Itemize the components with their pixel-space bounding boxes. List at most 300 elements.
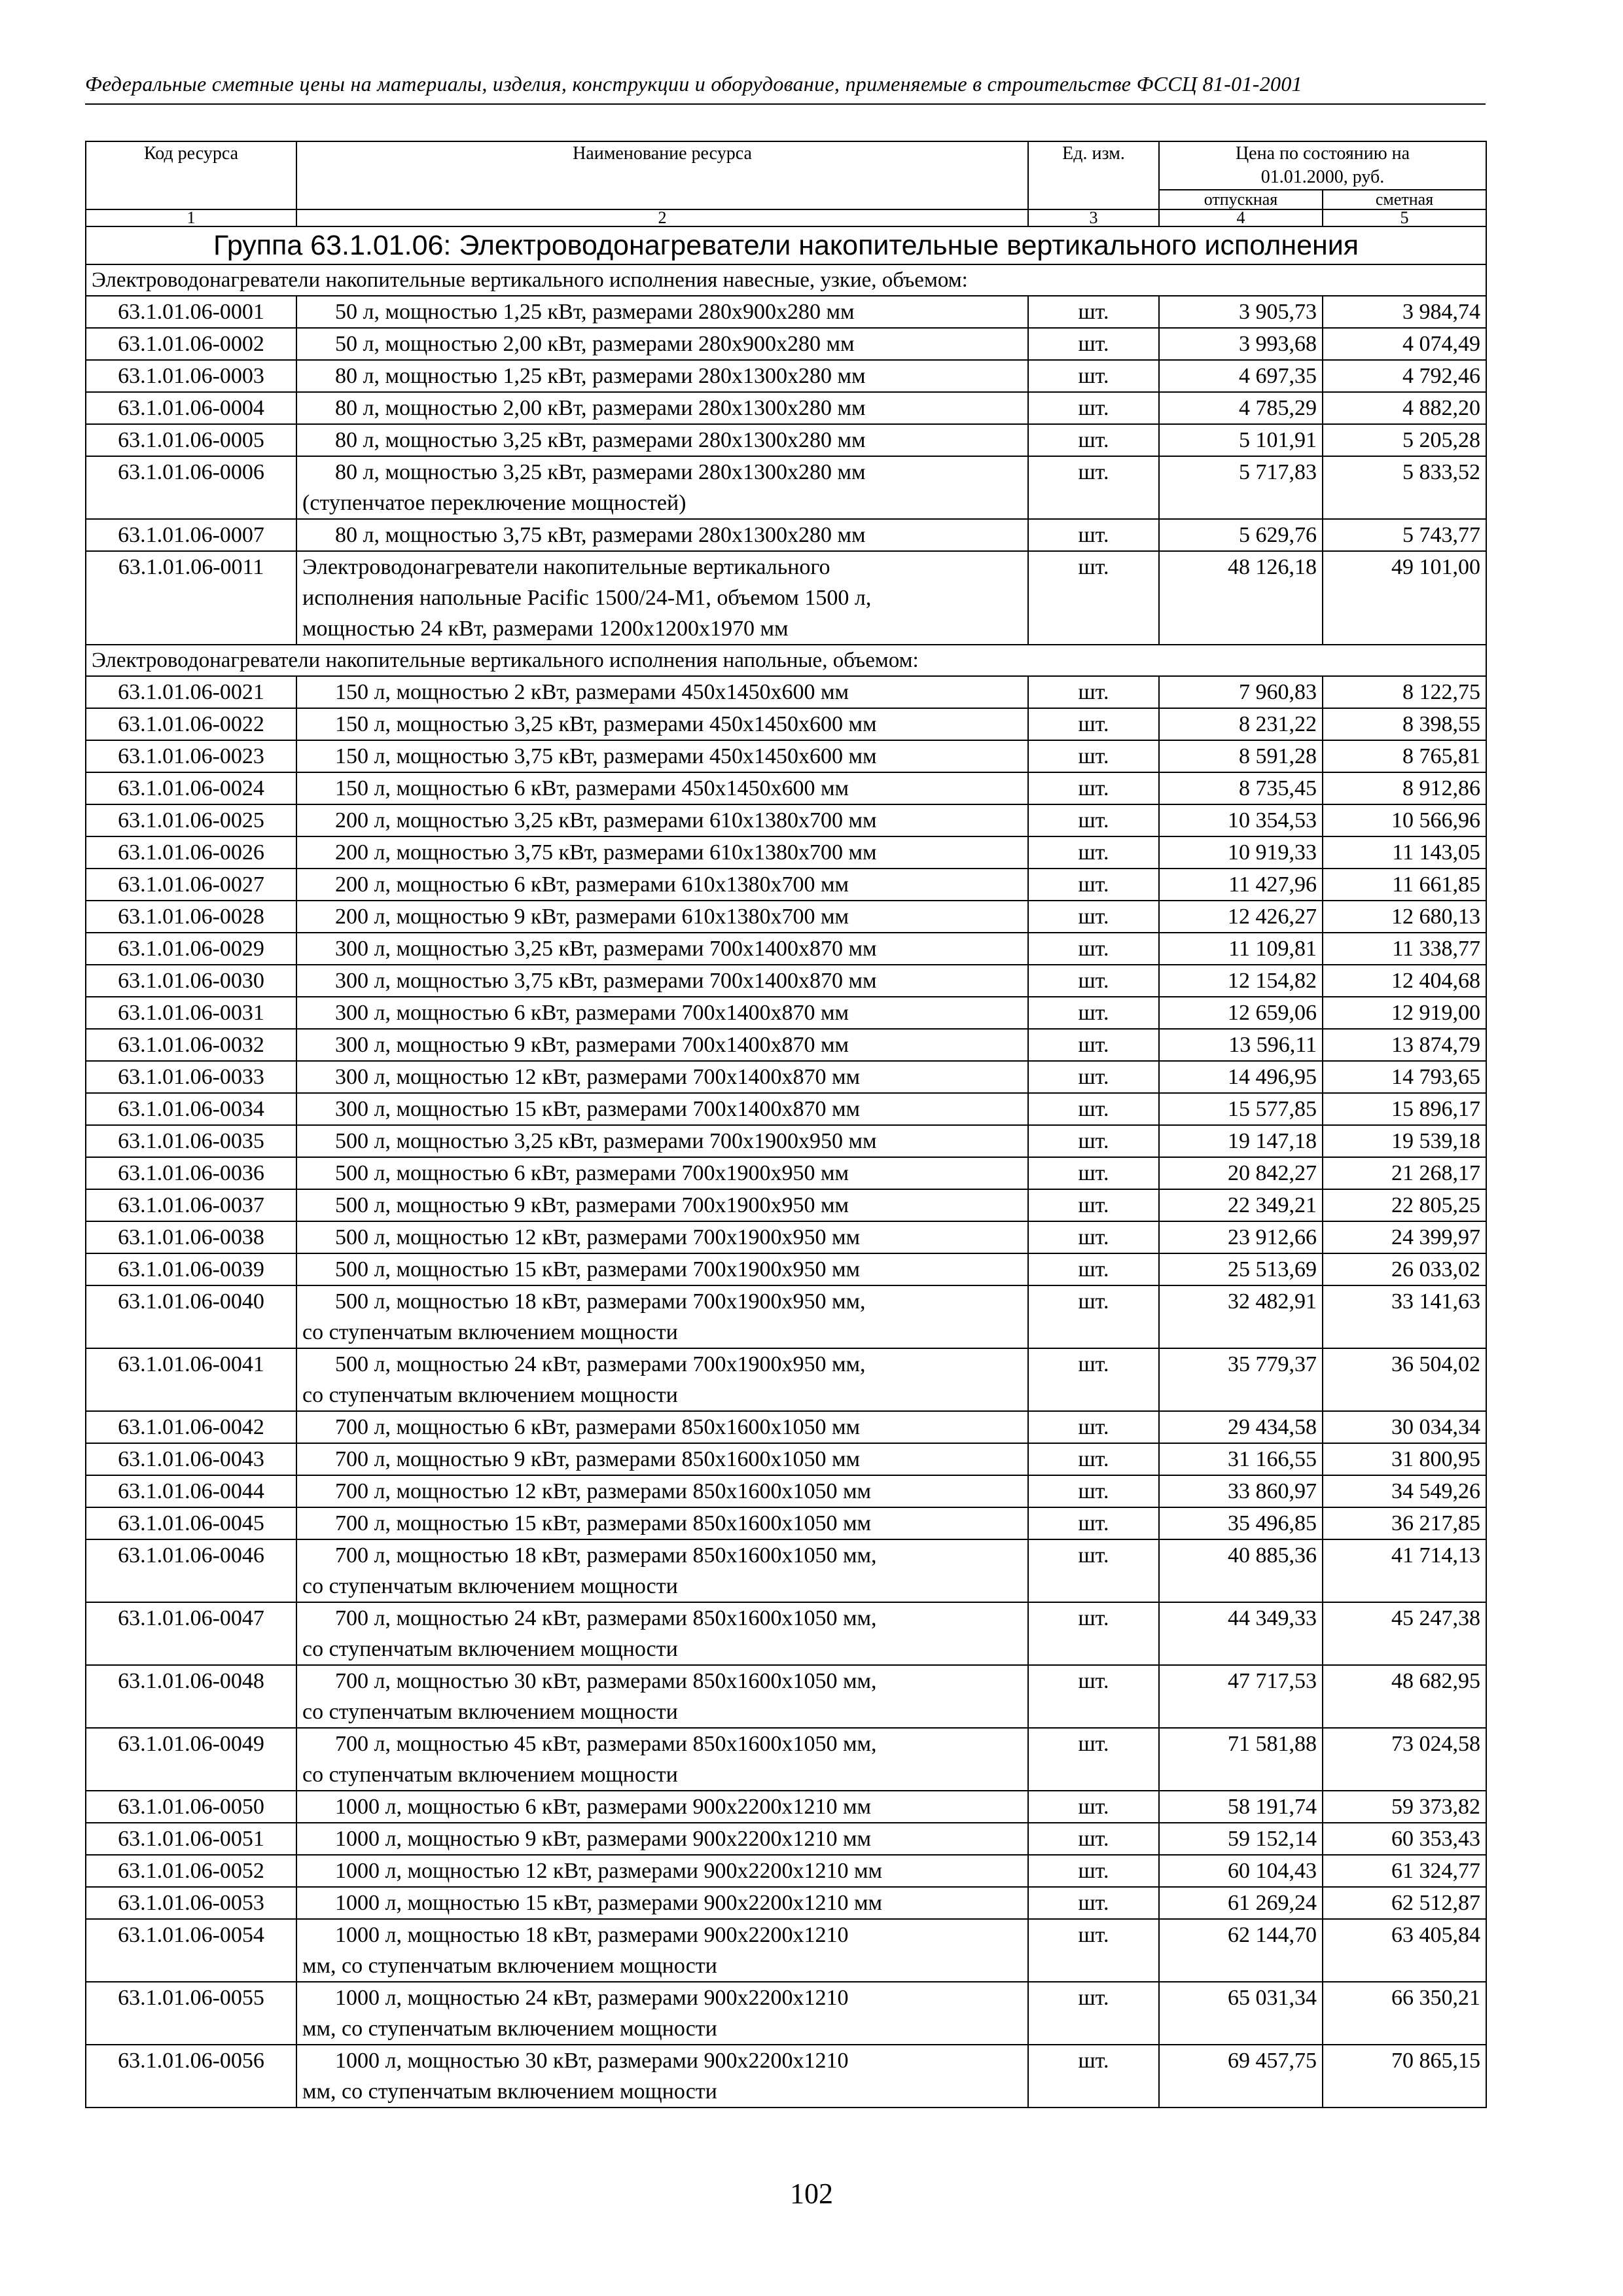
resource-name-line: мм, со ступенчатым включением мощности (302, 1954, 717, 1978)
section-title: Электроводонагреватели накопительные вертикального исполнения навесные, узкие, объемом: (86, 264, 1486, 296)
resource-code: 63.1.01.06-0053 (86, 1887, 296, 1919)
resource-name (296, 1539, 1028, 1602)
estimate-price: 33 141,63 (1323, 1285, 1486, 1348)
estimate-price: 8 398,55 (1323, 708, 1486, 740)
unit: шт. (1028, 1189, 1159, 1221)
column-number-3: 3 (1028, 209, 1159, 226)
estimate-price: 5 833,52 (1323, 456, 1486, 519)
unit: шт. (1028, 901, 1159, 933)
resource-code: 63.1.01.06-0022 (86, 708, 296, 740)
release-price: 20 842,27 (1159, 1157, 1323, 1189)
resource-name-line: 500 л, мощностью 6 кВт, размерами 700х1900х950 мм (335, 1161, 849, 1185)
unit: шт. (1028, 1539, 1159, 1602)
resource-code: 63.1.01.06-0034 (86, 1093, 296, 1125)
table-row (86, 676, 1486, 708)
unit: шт. (1028, 1443, 1159, 1475)
release-price: 10 354,53 (1159, 804, 1323, 836)
column-header-price (1159, 141, 1486, 190)
resource-name-line: 1000 л, мощностью 30 кВт, размерами 900х2200х1210 (335, 2049, 849, 2073)
release-price: 60 104,43 (1159, 1855, 1323, 1887)
resource-name-line: мм, со ступенчатым включением мощности (302, 2017, 717, 2041)
unit: шт. (1028, 1887, 1159, 1919)
resource-name-line: 1000 л, мощностью 9 кВт, размерами 900х2200х1210 мм (335, 1827, 872, 1851)
resource-name (296, 708, 1028, 740)
estimate-price: 22 805,25 (1323, 1189, 1486, 1221)
resource-name-line: 150 л, мощностью 3,75 кВт, размерами 450х1450х600 мм (335, 744, 877, 768)
unit: шт. (1028, 1791, 1159, 1823)
estimate-price: 12 919,00 (1323, 997, 1486, 1029)
estimate-price: 36 217,85 (1323, 1507, 1486, 1539)
unit: шт. (1028, 1157, 1159, 1189)
column-number-1: 1 (86, 209, 296, 226)
resource-name (296, 1443, 1028, 1475)
unit: шт. (1028, 1982, 1159, 2045)
table-row (86, 901, 1486, 933)
estimate-price: 10 566,96 (1323, 804, 1486, 836)
resource-name-line: 150 л, мощностью 3,25 кВт, размерами 450х1450х600 мм (335, 712, 877, 736)
release-price: 25 513,69 (1159, 1253, 1323, 1285)
column-number-4: 4 (1159, 209, 1323, 226)
resource-name (296, 772, 1028, 804)
estimate-price: 11 143,05 (1323, 836, 1486, 869)
unit: шт. (1028, 1728, 1159, 1791)
estimate-price: 12 404,68 (1323, 965, 1486, 997)
resource-name-line: 80 л, мощностью 3,75 кВт, размерами 280х1300х280 мм (335, 523, 866, 547)
resource-code: 63.1.01.06-0023 (86, 740, 296, 772)
column-header-unit: Ед. изм. (1028, 141, 1159, 209)
resource-name (296, 1285, 1028, 1348)
release-price: 11 109,81 (1159, 933, 1323, 965)
resource-name-line: 300 л, мощностью 6 кВт, размерами 700х1400х870 мм (335, 1001, 849, 1025)
resource-name-line: 200 л, мощностью 6 кВт, размерами 610х1380х700 мм (335, 872, 849, 897)
table-row (86, 1982, 1486, 2045)
resource-code: 63.1.01.06-0037 (86, 1189, 296, 1221)
estimate-price: 60 353,43 (1323, 1823, 1486, 1855)
table-row (86, 1443, 1486, 1475)
page-number: 102 (790, 2178, 833, 2210)
resource-code: 63.1.01.06-0054 (86, 1919, 296, 1982)
unit: шт. (1028, 1507, 1159, 1539)
table-row (86, 296, 1486, 328)
resource-name (296, 901, 1028, 933)
table-row (86, 456, 1486, 519)
resource-code: 63.1.01.06-0044 (86, 1475, 296, 1507)
resource-code: 63.1.01.06-0046 (86, 1539, 296, 1602)
resource-name-line: 700 л, мощностью 9 кВт, размерами 850х1600х1050 мм (335, 1447, 861, 1471)
resource-name-line: со ступенчатым включением мощности (302, 1574, 678, 1598)
table-row (86, 1029, 1486, 1061)
table-row (86, 1507, 1486, 1539)
column-header-name: Наименование ресурса (296, 141, 1028, 209)
table-row (86, 1411, 1486, 1443)
resource-code: 63.1.01.06-0041 (86, 1348, 296, 1411)
estimate-price: 49 101,00 (1323, 551, 1486, 645)
estimate-price: 24 399,97 (1323, 1221, 1486, 1253)
resource-code: 63.1.01.06-0024 (86, 772, 296, 804)
table-row (86, 1221, 1486, 1253)
price-header-line1: Цена по состоянию на (1235, 143, 1410, 164)
resource-name-line: 700 л, мощностью 15 кВт, размерами 850х1600х1050 мм (335, 1511, 872, 1535)
resource-name (296, 997, 1028, 1029)
resource-name (296, 392, 1028, 424)
table-row (86, 1125, 1486, 1157)
release-price: 4 697,35 (1159, 360, 1323, 392)
resource-name-line: 500 л, мощностью 18 кВт, размерами 700х1900х950 мм, (335, 1289, 866, 1314)
resource-code: 63.1.01.06-0033 (86, 1061, 296, 1093)
estimate-price: 30 034,34 (1323, 1411, 1486, 1443)
resource-code: 63.1.01.06-0035 (86, 1125, 296, 1157)
resource-name-line: 1000 л, мощностью 24 кВт, размерами 900х2200х1210 (335, 1986, 849, 2010)
estimate-price: 48 682,95 (1323, 1665, 1486, 1728)
release-price: 13 596,11 (1159, 1029, 1323, 1061)
group-row (86, 226, 1486, 264)
resource-name (296, 676, 1028, 708)
table-row (86, 869, 1486, 901)
resource-name-line: 150 л, мощностью 6 кВт, размерами 450х1450х600 мм (335, 776, 849, 800)
release-price: 3 993,68 (1159, 328, 1323, 360)
table-row (86, 392, 1486, 424)
resource-name (296, 1189, 1028, 1221)
header-rule (85, 103, 1486, 105)
unit: шт. (1028, 1411, 1159, 1443)
resource-name-line: 300 л, мощностью 12 кВт, размерами 700х1400х870 мм (335, 1065, 861, 1089)
unit: шт. (1028, 836, 1159, 869)
resource-name (296, 1253, 1028, 1285)
table-row (86, 772, 1486, 804)
resource-name (296, 804, 1028, 836)
resource-name (296, 933, 1028, 965)
unit: шт. (1028, 997, 1159, 1029)
estimate-price: 73 024,58 (1323, 1728, 1486, 1791)
unit: шт. (1028, 933, 1159, 965)
table-row (86, 1823, 1486, 1855)
resource-name (296, 836, 1028, 869)
resource-code: 63.1.01.06-0028 (86, 901, 296, 933)
unit: шт. (1028, 2045, 1159, 2108)
resource-code: 63.1.01.06-0045 (86, 1507, 296, 1539)
resource-name-line: 150 л, мощностью 2 кВт, размерами 450х1450х600 мм (335, 680, 849, 704)
resource-code: 63.1.01.06-0050 (86, 1791, 296, 1823)
release-price: 22 349,21 (1159, 1189, 1323, 1221)
resource-name-line: со ступенчатым включением мощности (302, 1320, 678, 1344)
resource-name-line: 80 л, мощностью 1,25 кВт, размерами 280х1300х280 мм (335, 364, 866, 388)
resource-code: 63.1.01.06-0052 (86, 1855, 296, 1887)
resource-name-line: 1000 л, мощностью 15 кВт, размерами 900х2200х1210 мм (335, 1891, 883, 1915)
unit: шт. (1028, 740, 1159, 772)
table-row (86, 1061, 1486, 1093)
unit: шт. (1028, 1602, 1159, 1665)
resource-name-line: 200 л, мощностью 3,75 кВт, размерами 610х1380х700 мм (335, 840, 877, 865)
estimate-price: 5 743,77 (1323, 519, 1486, 551)
resource-name (296, 1855, 1028, 1887)
resource-code: 63.1.01.06-0030 (86, 965, 296, 997)
resource-name-line: 700 л, мощностью 45 кВт, размерами 850х1600х1050 мм, (335, 1732, 877, 1756)
estimate-price: 3 984,74 (1323, 296, 1486, 328)
estimate-price: 26 033,02 (1323, 1253, 1486, 1285)
resource-name (296, 1157, 1028, 1189)
release-price: 71 581,88 (1159, 1728, 1323, 1791)
table-row (86, 1602, 1486, 1665)
unit: шт. (1028, 1855, 1159, 1887)
resource-code: 63.1.01.06-0042 (86, 1411, 296, 1443)
table-row (86, 360, 1486, 392)
resource-name-line: со ступенчатым включением мощности (302, 1637, 678, 1661)
section-row (86, 645, 1486, 676)
table-row (86, 2045, 1486, 2108)
resource-name (296, 551, 1028, 645)
resource-name (296, 1221, 1028, 1253)
release-price: 15 577,85 (1159, 1093, 1323, 1125)
release-price: 14 496,95 (1159, 1061, 1323, 1093)
release-price: 4 785,29 (1159, 392, 1323, 424)
unit: шт. (1028, 869, 1159, 901)
resource-code: 63.1.01.06-0001 (86, 296, 296, 328)
resource-name (296, 519, 1028, 551)
resource-name (296, 740, 1028, 772)
estimate-price: 19 539,18 (1323, 1125, 1486, 1157)
estimate-price: 59 373,82 (1323, 1791, 1486, 1823)
unit: шт. (1028, 1093, 1159, 1125)
resource-name (296, 965, 1028, 997)
release-price: 10 919,33 (1159, 836, 1323, 869)
unit: шт. (1028, 1061, 1159, 1093)
column-number-5: 5 (1323, 209, 1486, 226)
estimate-price: 14 793,65 (1323, 1061, 1486, 1093)
resource-code: 63.1.01.06-0005 (86, 424, 296, 456)
resource-name (296, 424, 1028, 456)
release-price: 19 147,18 (1159, 1125, 1323, 1157)
resource-name (296, 1475, 1028, 1507)
estimate-price: 13 874,79 (1323, 1029, 1486, 1061)
release-price: 35 496,85 (1159, 1507, 1323, 1539)
release-price: 32 482,91 (1159, 1285, 1323, 1348)
column-header-release: отпускная (1159, 190, 1323, 209)
resource-name-line: 700 л, мощностью 24 кВт, размерами 850х1600х1050 мм, (335, 1606, 877, 1630)
estimate-price: 31 800,95 (1323, 1443, 1486, 1475)
unit: шт. (1028, 392, 1159, 424)
resource-name (296, 360, 1028, 392)
unit: шт. (1028, 1919, 1159, 1982)
estimate-price: 70 865,15 (1323, 2045, 1486, 2108)
resource-name-line: со ступенчатым включением мощности (302, 1700, 678, 1724)
resource-name-line: 700 л, мощностью 30 кВт, размерами 850х1600х1050 мм, (335, 1669, 877, 1693)
table-row (86, 1093, 1486, 1125)
resource-code: 63.1.01.06-0004 (86, 392, 296, 424)
estimate-price: 41 714,13 (1323, 1539, 1486, 1602)
table-row (86, 965, 1486, 997)
resource-name-line: 300 л, мощностью 15 кВт, размерами 700х1400х870 мм (335, 1097, 861, 1121)
table-row (86, 1919, 1486, 1982)
release-price: 29 434,58 (1159, 1411, 1323, 1443)
table-row (86, 1887, 1486, 1919)
estimate-price: 21 268,17 (1323, 1157, 1486, 1189)
resource-name-line: 500 л, мощностью 9 кВт, размерами 700х1900х950 мм (335, 1193, 849, 1217)
resource-code: 63.1.01.06-0056 (86, 2045, 296, 2108)
release-price: 8 735,45 (1159, 772, 1323, 804)
resource-name-line: 200 л, мощностью 3,25 кВт, размерами 610х1380х700 мм (335, 808, 877, 833)
table-row (86, 1285, 1486, 1348)
resource-code: 63.1.01.06-0055 (86, 1982, 296, 2045)
resource-name-line: мм, со ступенчатым включением мощности (302, 2079, 717, 2104)
release-price: 12 154,82 (1159, 965, 1323, 997)
unit: шт. (1028, 1253, 1159, 1285)
release-price: 61 269,24 (1159, 1887, 1323, 1919)
resource-code: 63.1.01.06-0040 (86, 1285, 296, 1348)
release-price: 5 101,91 (1159, 424, 1323, 456)
resource-name-line: 1000 л, мощностью 12 кВт, размерами 900х2200х1210 мм (335, 1859, 883, 1883)
estimate-price: 8 765,81 (1323, 740, 1486, 772)
resource-name-line: со ступенчатым включением мощности (302, 1383, 678, 1407)
table-row (86, 1539, 1486, 1602)
unit: шт. (1028, 1029, 1159, 1061)
resource-name-line: Электроводонагреватели накопительные вертикального (302, 555, 830, 579)
resource-name (296, 1823, 1028, 1855)
estimate-price: 15 896,17 (1323, 1093, 1486, 1125)
resource-name-line: исполнения напольные Pacific 1500/24-M1, объемом 1500 л, (302, 586, 872, 610)
table-row (86, 1791, 1486, 1823)
unit: шт. (1028, 424, 1159, 456)
release-price: 44 349,33 (1159, 1602, 1323, 1665)
resource-code: 63.1.01.06-0027 (86, 869, 296, 901)
resource-name (296, 1665, 1028, 1728)
release-price: 5 717,83 (1159, 456, 1323, 519)
resource-name (296, 869, 1028, 901)
group-title: Группа 63.1.01.06: Электроводонагреватели накопительные вертикального исполнения (86, 226, 1486, 264)
unit: шт. (1028, 456, 1159, 519)
resource-name (296, 2045, 1028, 2108)
resource-name-line: 700 л, мощностью 12 кВт, размерами 850х1600х1050 мм (335, 1479, 872, 1503)
estimate-price: 66 350,21 (1323, 1982, 1486, 2045)
resource-name (296, 1791, 1028, 1823)
release-price: 8 231,22 (1159, 708, 1323, 740)
resource-code: 63.1.01.06-0032 (86, 1029, 296, 1061)
resource-name (296, 456, 1028, 519)
resource-name (296, 1602, 1028, 1665)
resource-name (296, 1919, 1028, 1982)
resource-name-line: 500 л, мощностью 15 кВт, размерами 700х1900х950 мм (335, 1257, 861, 1282)
release-price: 58 191,74 (1159, 1791, 1323, 1823)
section-row (86, 264, 1486, 296)
resource-name (296, 1348, 1028, 1411)
estimate-price: 12 680,13 (1323, 901, 1486, 933)
release-price: 65 031,34 (1159, 1982, 1323, 2045)
release-price: 12 426,27 (1159, 901, 1323, 933)
unit: шт. (1028, 1125, 1159, 1157)
estimate-price: 34 549,26 (1323, 1475, 1486, 1507)
unit: шт. (1028, 360, 1159, 392)
release-price: 12 659,06 (1159, 997, 1323, 1029)
resource-name-line: 300 л, мощностью 3,75 кВт, размерами 700х1400х870 мм (335, 969, 877, 993)
resource-name-line: 80 л, мощностью 2,00 кВт, размерами 280х1300х280 мм (335, 396, 866, 420)
resource-code: 63.1.01.06-0029 (86, 933, 296, 965)
unit: шт. (1028, 676, 1159, 708)
resource-name-line: 500 л, мощностью 3,25 кВт, размерами 700х1900х950 мм (335, 1129, 877, 1153)
release-price: 11 427,96 (1159, 869, 1323, 901)
table-row (86, 1475, 1486, 1507)
table-row (86, 1253, 1486, 1285)
resource-name-line: 500 л, мощностью 24 кВт, размерами 700х1900х950 мм, (335, 1352, 866, 1376)
release-price: 59 152,14 (1159, 1823, 1323, 1855)
unit: шт. (1028, 708, 1159, 740)
resource-name (296, 1029, 1028, 1061)
column-number-2: 2 (296, 209, 1028, 226)
unit: шт. (1028, 772, 1159, 804)
resource-name (296, 1982, 1028, 2045)
resource-code: 63.1.01.06-0003 (86, 360, 296, 392)
release-price: 35 779,37 (1159, 1348, 1323, 1411)
resource-name-line: 50 л, мощностью 2,00 кВт, размерами 280х900х280 мм (335, 332, 855, 356)
table-row (86, 997, 1486, 1029)
resource-code: 63.1.01.06-0048 (86, 1665, 296, 1728)
unit: шт. (1028, 965, 1159, 997)
release-price: 69 457,75 (1159, 2045, 1323, 2108)
release-price: 5 629,76 (1159, 519, 1323, 551)
release-price: 47 717,53 (1159, 1665, 1323, 1728)
resource-name-line: 700 л, мощностью 18 кВт, размерами 850х1600х1050 мм, (335, 1543, 877, 1568)
table-row (86, 1157, 1486, 1189)
price-table (85, 141, 1487, 2108)
table-row (86, 804, 1486, 836)
table-row (86, 836, 1486, 869)
resource-name (296, 1093, 1028, 1125)
resource-name-line: 700 л, мощностью 6 кВт, размерами 850х1600х1050 мм (335, 1415, 861, 1439)
estimate-price: 36 504,02 (1323, 1348, 1486, 1411)
resource-name-line: 1000 л, мощностью 18 кВт, размерами 900х2200х1210 (335, 1923, 849, 1947)
resource-name-line: 50 л, мощностью 1,25 кВт, размерами 280х900х280 мм (335, 300, 855, 324)
resource-code: 63.1.01.06-0031 (86, 997, 296, 1029)
resource-name-line: 300 л, мощностью 3,25 кВт, размерами 700х1400х870 мм (335, 937, 877, 961)
unit: шт. (1028, 296, 1159, 328)
release-price: 31 166,55 (1159, 1443, 1323, 1475)
estimate-price: 4 792,46 (1323, 360, 1486, 392)
resource-name (296, 1411, 1028, 1443)
document-header: Федеральные сметные цены на материалы, изделия, конструкции и оборудование, применяемые в строительстве ФССЦ 81-01-2001 (85, 72, 1302, 96)
unit: шт. (1028, 328, 1159, 360)
estimate-price: 63 405,84 (1323, 1919, 1486, 1982)
resource-code: 63.1.01.06-0043 (86, 1443, 296, 1475)
table-row (86, 933, 1486, 965)
price-header-line2: 01.01.2000, руб. (1260, 167, 1385, 187)
unit: шт. (1028, 519, 1159, 551)
release-price: 40 885,36 (1159, 1539, 1323, 1602)
resource-code: 63.1.01.06-0036 (86, 1157, 296, 1189)
table-row (86, 1728, 1486, 1791)
resource-name (296, 328, 1028, 360)
resource-code: 63.1.01.06-0047 (86, 1602, 296, 1665)
column-header-code: Код ресурса (86, 141, 296, 209)
unit: шт. (1028, 1823, 1159, 1855)
resource-code: 63.1.01.06-0026 (86, 836, 296, 869)
unit: шт. (1028, 1475, 1159, 1507)
resource-name (296, 1125, 1028, 1157)
table-row (86, 740, 1486, 772)
unit: шт. (1028, 551, 1159, 645)
table-row (86, 328, 1486, 360)
resource-code: 63.1.01.06-0007 (86, 519, 296, 551)
estimate-price: 4 074,49 (1323, 328, 1486, 360)
table-row (86, 708, 1486, 740)
table-row (86, 519, 1486, 551)
estimate-price: 11 338,77 (1323, 933, 1486, 965)
resource-name-line: 200 л, мощностью 9 кВт, размерами 610х1380х700 мм (335, 905, 849, 929)
estimate-price: 8 122,75 (1323, 676, 1486, 708)
resource-code: 63.1.01.06-0038 (86, 1221, 296, 1253)
estimate-price: 8 912,86 (1323, 772, 1486, 804)
unit: шт. (1028, 804, 1159, 836)
unit: шт. (1028, 1285, 1159, 1348)
resource-code: 63.1.01.06-0025 (86, 804, 296, 836)
resource-name (296, 1728, 1028, 1791)
